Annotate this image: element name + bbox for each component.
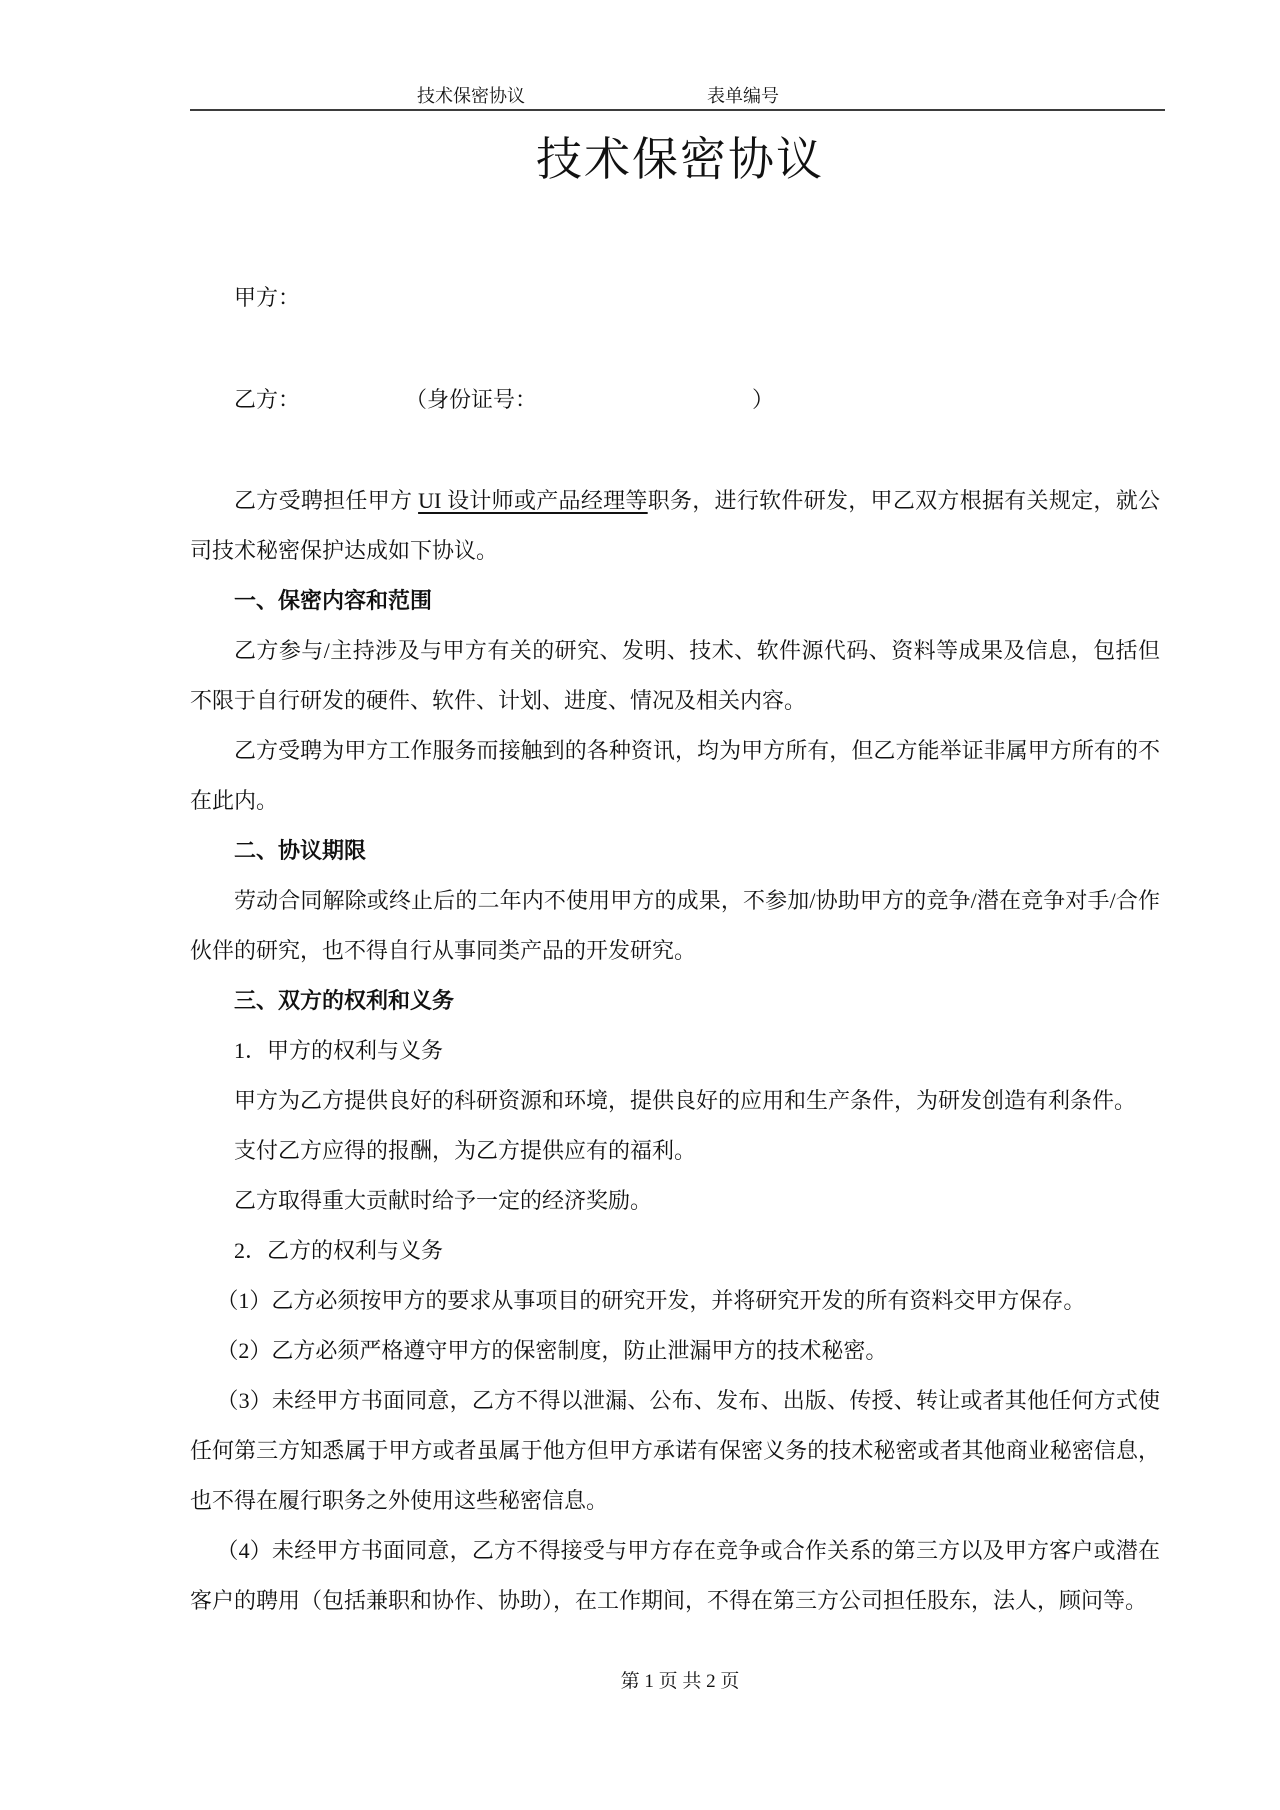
section-2-paragraph-1: 劳动合同解除或终止后的二年内不使用甲方的成果，不参加/协助甲方的竞争/潜在竞争对手/合作伙伴的研究，也不得自行从事同类产品的开发研究。: [190, 888, 1160, 963]
intro-paragraph: [190, 476, 1160, 576]
section-2-heading: 二、协议期限: [234, 838, 367, 863]
subsection-party-a-title: 1．甲方的权利与义务: [234, 1038, 444, 1063]
party-a-line: [190, 273, 1170, 323]
party-b-duty-1: （1）乙方必须按甲方的要求从事项目的研究开发，并将研究开发的所有资料交甲方保存。: [216, 1288, 1086, 1313]
party-a-duty-1: 甲方为乙方提供良好的科研资源和环境，提供良好的应用和生产条件，为研发创造有利条件。: [234, 1088, 1137, 1113]
intro-text-after: 职务，进行软件研发，甲乙双方根据有关规定，就公司技术秘密保护达成如下协议。: [190, 488, 1160, 563]
id-close-paren: ）: [752, 387, 775, 412]
party-a-label: 甲方：: [234, 285, 301, 310]
section-3-heading: 三、双方的权利和义务: [234, 988, 455, 1013]
party-b-duty-3: （3）未经甲方书面同意，乙方不得以泄漏、公布、发布、出版、传授、转让或者其他任何方式使任何第三方知悉属于甲方或者虽属于他方但甲方承诺有保密义务的技术秘密或者其他商业秘密信息，也不得在履行职务之外使用这些秘密信息。: [190, 1388, 1160, 1513]
section-1-heading: 一、保密内容和范围: [234, 588, 433, 613]
page-footer: 第 1 页 共 2 页: [620, 1671, 740, 1692]
header-doc-title: 技术保密协议: [417, 86, 525, 106]
subsection-party-b-title: 2．乙方的权利与义务: [234, 1238, 444, 1263]
document-body: [190, 476, 1160, 1626]
intro-underlined-position: UI 设计师或产品经理等: [418, 488, 648, 513]
section-1-paragraph-1: 乙方参与/主持涉及与甲方有关的研究、发明、技术、软件源代码、资料等成果及信息，包括但不限于自行研发的硬件、软件、计划、进度、情况及相关内容。: [190, 638, 1160, 713]
intro-text-before: 乙方受聘担任甲方: [234, 488, 419, 513]
party-b-line: [190, 375, 1170, 425]
page-header: [190, 84, 1165, 111]
party-a-duty-2: 支付乙方应得的报酬，为乙方提供应有的福利。: [234, 1138, 697, 1163]
party-b-label: 乙方：: [234, 387, 301, 412]
id-number-label: （身份证号：: [405, 387, 538, 412]
section-1-paragraph-2: 乙方受聘为甲方工作服务而接触到的各种资讯，均为甲方所有，但乙方能举证非属甲方所有的不在此内。: [190, 738, 1160, 813]
document-title: 技术保密协议: [536, 134, 824, 185]
header-form-number-label: 表单编号: [707, 86, 779, 106]
party-a-duty-3: 乙方取得重大贡献时给予一定的经济奖励。: [234, 1188, 653, 1213]
party-b-duty-2: （2）乙方必须严格遵守甲方的保密制度，防止泄漏甲方的技术秘密。: [216, 1338, 888, 1363]
party-b-duty-4: （4）未经甲方书面同意，乙方不得接受与甲方存在竞争或合作关系的第三方以及甲方客户或潜在客户的聘用（包括兼职和协作、协助），在工作期间，不得在第三方公司担任股东，法人，顾问等。: [190, 1538, 1160, 1613]
